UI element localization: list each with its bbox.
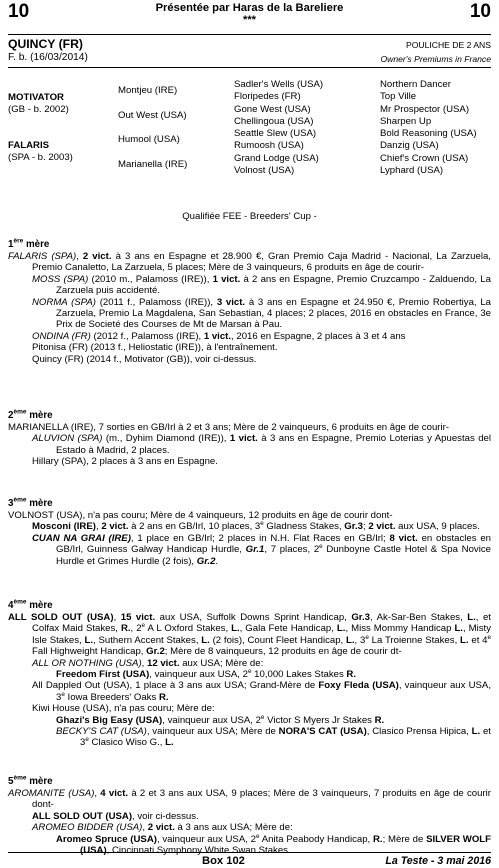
gen4-item: Danzig (USA)	[380, 140, 439, 151]
dam-name: FALARIS	[8, 140, 50, 151]
mere2-text: MARIANELLA (IRE), 7 sorties en GB/Irl à 2 et 3 ans; Mère de 2 vainqueurs, 6 produits en âge de courir- ALUVION (SPA) (m., Dyhim Diamond (IRE)), 1 vict. à 3 ans en Espagne, Premio Loterias y Apuestas del Estado à Madrid, 2 places. Hillary (SPA), 2 places à 3 ans en Espagne.	[8, 422, 492, 468]
section-title-mere2: 2ème mère	[8, 408, 53, 421]
gen3-item: Grand Lodge (USA)	[234, 153, 319, 164]
owner-premium: Owner's Premiums in France	[380, 54, 491, 64]
pedigree-rule	[8, 67, 491, 68]
gen4-item: Chief's Crown (USA)	[380, 153, 469, 164]
horse-type: POULICHE DE 2 ANS	[405, 40, 491, 50]
header-rule	[8, 34, 491, 35]
mere4-text: ALL SOLD OUT (USA), 15 vict. aux USA, Suffolk Downs Sprint Handicap, Gr.3, Ak-Sar-Ben Stakes, L., et Colfax Maid Stakes, R., 2e A L Oxford Stakes, L., Gala Fete Handicap, L., Miss Mommy Handicap L., Misty Isle Stakes, L., Suthern Accent Stakes, L. (2 fois), Count Fleet Handicap, L., 3e La Troienne Stakes, L. et 4e Fall Highweight Handicap, Gr.2; Mère de 8 vainqueurs, 12 produits en âge de courir dt- ALL OR NOTHING (USA), 12 vict. aux USA; Mère de: Freedom First (USA), vainqueur aux USA, 2e 10,000 Lakes Stakes R. All Dappled Out (USA), 1 place à 3 ans aux USA; Grand-Mère de Foxy Fleda (USA), vainqueur aux USA, 3e Iowa Breeders' Oaks R. Kiwi House (USA), n'a pas couru; Mère de: Ghazi's Big Easy (USA), vainqueur aux USA, 2e Victor S Myers Jr Stakes R. BECKY'S CAT (USA), vainqueur aux USA; Mère de NORA'S CAT (USA), Clasico Prensa Hipica, L. et 3e Clasico Wiso G., L.	[8, 612, 492, 749]
footer-rule	[8, 852, 491, 853]
sale-info: La Teste - 3 mai 2016	[385, 855, 491, 867]
stars: ***	[242, 14, 257, 26]
presenter: Présentée par Haras de la Bareliere	[155, 2, 344, 14]
mere5-text: AROMANITE (USA), 4 vict. à 2 et 3 ans aux USA, 9 places; Mère de 3 vainqueurs, 7 produits en âge de courir dont- ALL SOLD OUT (USA), voir ci-dessus. AROMEO BIDDER (USA), 2 vict. à 3 ans aux USA; Mère de: Aromeo Spruce (USA), vainqueur aux USA, 2e Anita Peabody Handicap, R.; Mère de SILVER WOLF (USA), Cincinnati Symphony White Swan Stakes.	[8, 788, 492, 857]
mere3-text: VOLNOST (USA), n'a pas couru; Mère de 4 vainqueurs, 12 produits en âge de courir dont- Mosconi (IRE), 2 vict. à 2 ans en GB/Irl, 10 places, 3e Gladness Stakes, Gr.3; 2 vict. aux USA, 9 places. CUAN NA GRAI (IRE), 1 place en GB/Irl; 2 places in N.H. Flat Races en GB/Irl; 8 vict. en obstacles en GB/Irl, Guinness Galway Handicap Hurdle, Gr.1, 7 places, 2e Dunboyne Castle Hotel & Spa Novice Hurdle et Grimes Hurdle (2 fois), Gr.2.	[8, 510, 491, 567]
gen4-item: Mr Prospector (USA)	[380, 104, 470, 115]
gen3-item: Rumoosh (USA)	[234, 140, 304, 151]
gen4-item: Sharpen Up	[380, 116, 432, 127]
section-title-mere1: 1ère mère	[8, 237, 50, 250]
gen3-item: Chellingoua (USA)	[234, 116, 314, 127]
gen2-item: Out West (USA)	[118, 110, 187, 121]
gen3-item: Seattle Slew (USA)	[234, 128, 317, 139]
box-number: Box 102	[202, 855, 245, 867]
gen2-item: Montjeu (IRE)	[118, 85, 178, 96]
gen4-item: Top Ville	[380, 91, 417, 102]
sire-name: MOTIVATOR	[8, 92, 64, 103]
dam-origin: (SPA - b. 2003)	[8, 152, 73, 163]
header-center	[0, 2, 499, 26]
gen2-item: Humool (USA)	[118, 134, 180, 145]
gen3-item: Floripedes (FR)	[234, 91, 301, 102]
gen3-item: Gone West (USA)	[234, 104, 311, 115]
lot-number-left: 10	[8, 1, 30, 22]
gen4-item: Bold Reasoning (USA)	[380, 128, 477, 139]
section-title-mere5: 5ème mère	[8, 774, 53, 787]
gen4-item: Lyphard (USA)	[380, 165, 444, 176]
section-title-mere3: 3ème mère	[8, 496, 53, 509]
gen4-item: Northern Dancer	[380, 79, 451, 90]
gen3-item: Volnost (USA)	[234, 165, 295, 176]
qualification: Qualifiée FEE - Breeders' Cup -	[182, 211, 317, 222]
horse-birth: F. b. (16/03/2014)	[8, 52, 88, 63]
lot-number-right: 10	[469, 1, 491, 22]
gen3-item: Sadler's Wells (USA)	[234, 79, 324, 90]
horse-name: QUINCY (FR)	[8, 37, 83, 51]
sire-origin: (GB - b. 2002)	[8, 104, 69, 115]
section-title-mere4: 4ème mère	[8, 598, 53, 611]
mere1-text: FALARIS (SPA), 2 vict. à 3 ans en Espagne et 28.900 €, Gran Premio Caja Madrid - Nacional, La Zarzuela, Premio Canaletto, La Zarzuela, 5 places; Mère de 3 vainqueurs, 6 produits en âge de courir- MOSS (SPA) (2010 m., Palamoss (IRE)), 1 vict. à 2 ans en Espagne, Premio Cruzcampo - Zalduendo, La Zarzuela puis accidenté. NORMA (SPA) (2011 f., Palamoss (IRE)), 3 vict. à 3 ans en Espagne et 24.950 €, Premio Robertiya, La Zarzuela, Premio La Magdalena, San Sebastian, 4 places; 2 places, 2016 en obstacles en France, 3e Prix de Societé des Courses de Mt de Marsan à Pau. ONDINA (FR) (2012 f., Palamoss (IRE), 1 vict., 2016 en Espagne, 2 places à 3 et 4 ans Pitonisa (FR) (2013 f., Heliostatic (IRE)), à l'entraînement. Quincy (FR) (2014 f., Motivator (GB)), voir ci-dessus.	[8, 251, 491, 365]
gen2-item: Marianella (IRE)	[118, 159, 188, 170]
